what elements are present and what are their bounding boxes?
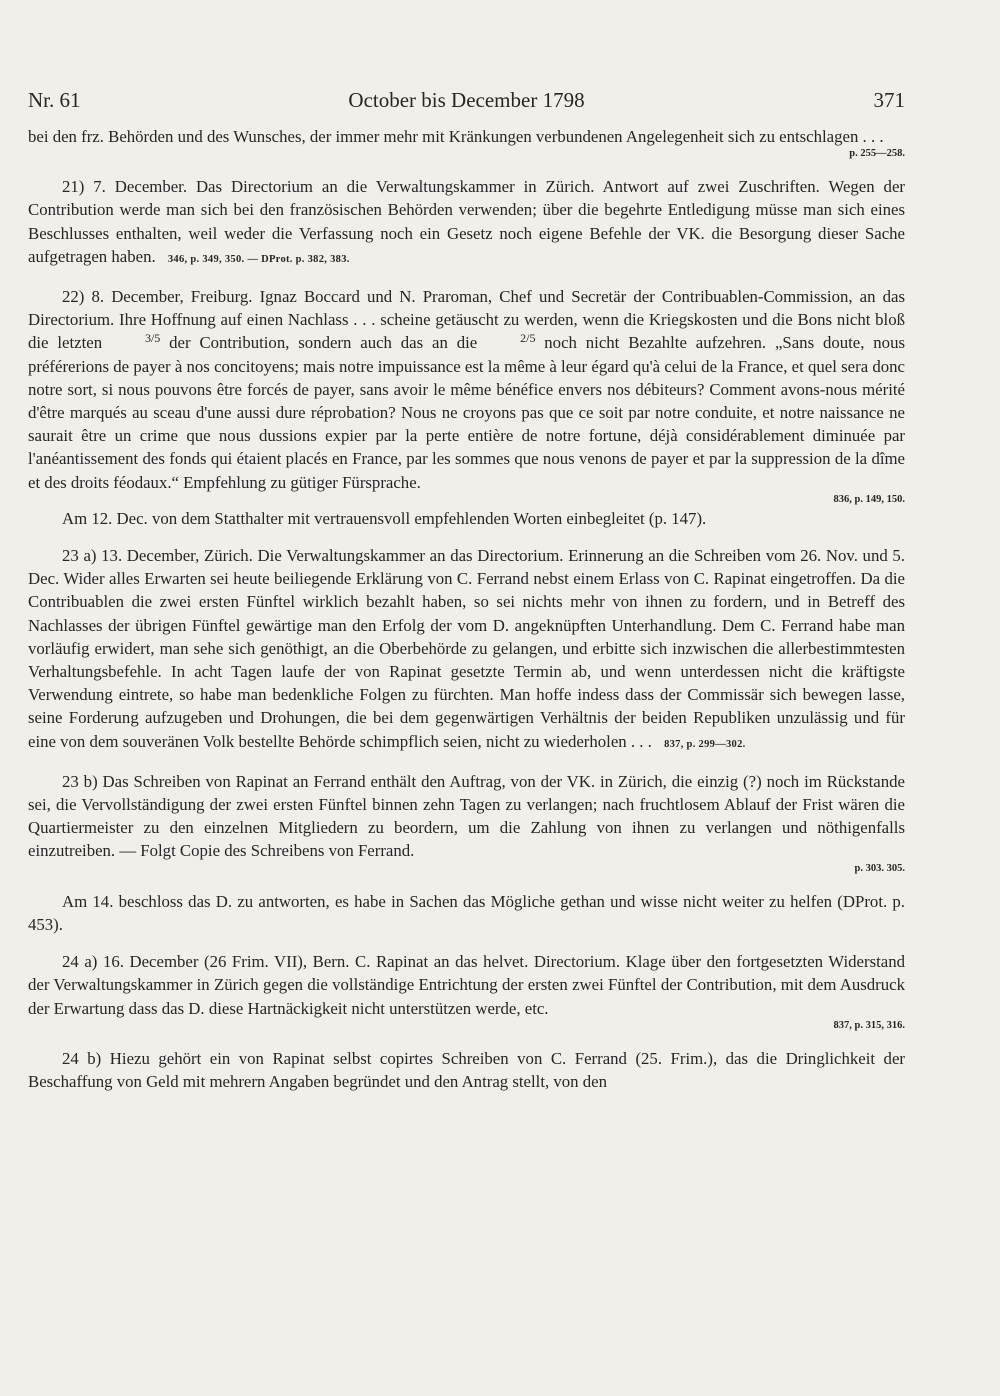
entry-21 [28, 175, 905, 271]
page-body [28, 125, 905, 1093]
header-document-number: Nr. 61 [28, 88, 81, 112]
paragraph-text: der Contribution, sondern auch das an die [160, 333, 487, 353]
paragraph-text: 22) 8. December, Freiburg. Ignaz Boccard und N. Praroman, Chef und Secretär der Contribuablen-Commission, an das Directorium. Ihre Hoffnung auf einen Nachlass . . . scheine getäuscht zu werden, wenn die Kriegskosten und die Bons nicht bloß die letzten [28, 287, 905, 353]
reference: 837, p. 299—302. [664, 738, 746, 750]
page-header [28, 88, 905, 114]
header-date-range: October bis December 1798 [348, 88, 585, 112]
paragraph-text: 23 a) 13. December, Zürich. Die Verwaltungskammer an das Directorium. Erinnerung an die Schreiben vom 26. Nov. und 5. Dec. Wider alles Erwarten sei heute beiliegende Erklärung von C. Ferrand nebst einem Erlass von C. Rapinat eingetroffen. Da die Contribuablen die zwei ersten Fünftel wirklich bezahlt haben, so sei nichts mehr von ihnen zu fordern, und in Betreff des Nachlasses der übrigen Fünftel gewärtige man den Erfolg der vom D. angeknüpften Unterhandlung. Dem C. Ferrand habe man vorläufig erwidert, man sehe sich genöthigt, an die Oberbehörde zu gelangen, und erbitte sich inzwischen die allerbestimmtesten Verhaltungsbefehle. In acht Tagen laufe der von Rapinat gesetzte Termin ab, und wenn unterdessen nicht die kräftigste Verwendung eintrete, so habe man bedenkliche Folgen zu fürchten. Man hoffe indess dass der Commissär sich bewegen lasse, seine Forderung aufzugeben und Drohungen, die bei dem gegenwärtigen Verhältnis der beiden Republiken unzulässig und für eine von dem souveränen Volk bestellte Behörde schimpflich seien, nicht zu wiederholen . . . [28, 546, 905, 751]
fraction-denominator: 5 [529, 330, 536, 345]
paragraph-text: 24 b) Hiezu gehört ein von Rapinat selbst copirtes Schreiben von C. Ferrand (25. Frim.), das die Dringlichkeit der Beschaffung von Geld mit mehrern Angaben begründet und den Antrag stellt, von den [28, 1048, 905, 1091]
entry-24b [28, 1047, 905, 1093]
reference: 346, p. 349, 350. — DProt. p. 382, 383. [167, 253, 350, 265]
fraction-numerator: 2 [520, 330, 527, 345]
fraction-numerator: 3 [144, 330, 151, 345]
reference: p. 303. 305. [854, 862, 905, 874]
paragraph-text: 24 a) 16. December (26 Frim. VII), Bern. C. Rapinat an das helvet. Directorium. Klage über den fortgesetzten Widerstand der Verwaltungskammer in Zürich gegen die vollständige Entrichtung der ersten zwei Fünftel der Contribution, mit dem Ausdruck der Erwartung dass das D. diese Hartnäckigkeit nicht unterstützen werde, etc. [28, 952, 905, 1018]
paragraph-continuation [28, 125, 905, 148]
paragraph-text: noch nicht Bezahlte aufzehren. „Sans doute, nous préférerions de payer à nos concitoyens; mais notre impuissance est la même à leur égard qu'à celui de la France, et quel sera donc notre sort, si nous pouvons être forcés de payer, sans avoir le même bénéfice envers nos débiteurs? Comment avons-nous mérité d'être marqués au sceau d'une aussi dure réprobation? Nous ne croyons pas que ce soit par notre conduite, et notre naissance ne saurait être un crime que nous dussions expier par la perte entière de notre fortune, déjà considérablement diminuée par l'anéantissement des fonds qui étaient placés en France, par les sommes que nous venons de payer et par la suppression de la dîme et des droits féodaux.“ Empfehlung zu gütiger Fürsprache. [28, 333, 905, 492]
paragraph-text: 21) 7. December. Das Directorium an die Verwaltungskammer in Zürich. Antwort auf zwei Zuschriften. Wegen der Contribution werde man sich bei den französischen Behörden verwenden; über die begehrte Entledigung müsse man sich eines Beschlusses enthalten, weil weder die Verfassung noch ein Gesetz noch eigene Befehle der VK. die Besorgung dieser Sache aufgetragen haben. [28, 177, 905, 266]
paragraph-text: bei den frz. Behörden und des Wunsches, der immer mehr mit Kränkungen verbundenen Angelegenheit sich zu entschlagen . . . [28, 127, 884, 146]
reference: p. 255—258. [849, 148, 905, 160]
entry-22: 22) 8. December, Freiburg. Ignaz Boccard und N. Praroman, Chef und Secretär der Contribuablen-Commission, an das Directorium. Ihre Hoffnung auf einen Nachlass . . . scheine getäuscht zu werden, wenn die Kriegskosten und die Bons nicht bloß die letzten 3/5 der Contribution, sondern auch das an die 2/5 noch nicht Bezahlte aufzehren. „Sans doute, nous préférerions de payer à nos concitoyens; mais notre impuissance est la même à leur égard qu'à celui de la France, et quel sera donc notre sort, si nous pouvons être forcés de payer, sans avoir le même bénéfice envers nos débiteurs? Comment avons-nous mérité d'être marqués au sceau d'une aussi dure réprobation? Nous ne croyons pas que ce soit par notre conduite, et notre naissance ne saurait être un crime que nous dussions expier par la perte entière de notre fortune, déjà considérablement diminuée par l'anéantissement des fonds qui étaient placés en France, par les sommes que nous venons de payer et par la suppression de la dîme et des droits féodaux.“ Empfehlung zu gütiger Fürsprache. [28, 287, 905, 492]
entry-23b [28, 770, 905, 863]
entry-23-note [28, 890, 905, 936]
paragraph-text: Am 12. Dec. von dem Statthalter mit vertrauensvoll empfehlenden Worten einbegleitet (p. 147). [62, 508, 707, 528]
entry-23a [28, 544, 905, 756]
fraction-denominator: 5 [154, 330, 161, 345]
entry-22-note [28, 507, 905, 530]
reference: 837, p. 315, 316. [833, 1019, 905, 1031]
entry-24a [28, 950, 905, 1020]
reference: 836, p. 149, 150. [833, 493, 905, 505]
paragraph-text: 23 b) Das Schreiben von Rapinat an Ferrand enthält den Auftrag, von der VK. in Zürich, die einzig (?) noch im Rückstande sei, die Vervollständigung der zwei ersten Fünftel binnen zehn Tagen zu verlangen; nach fruchtlosem Ablauf der Frist wären die Quartiermeister zu den einzelnen Mitgliedern zu beordern, um die Zahlung von ihnen zu verlangen und nöthigenfalls einzutreiben. — Folgt Copie des Schreibens von Ferrand. [28, 771, 905, 861]
header-page-number: 371 [873, 88, 905, 112]
paragraph-text: Am 14. beschloss das D. zu antworten, es habe in Sachen das Mögliche gethan und wisse nicht weiter zu helfen (DProt. p. 453). [28, 891, 905, 934]
